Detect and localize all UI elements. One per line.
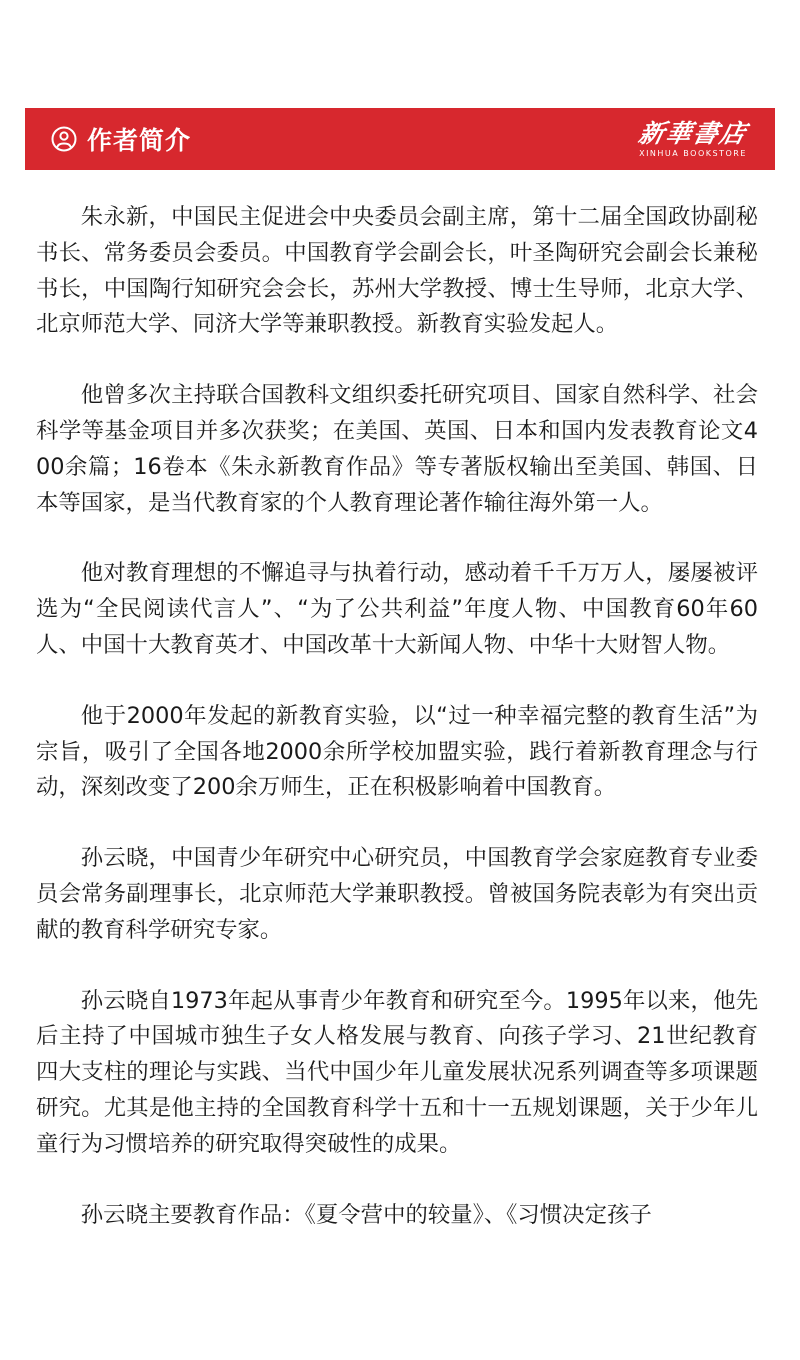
- section-header: [25, 108, 775, 170]
- section-title: 作者简介: [87, 126, 192, 155]
- logo-subtitle: XINHUA BOOKSTORE: [639, 148, 747, 158]
- person-circle-icon: [51, 126, 77, 152]
- bio-paragraph: 他曾多次主持联合国教科文组织委托研究项目、国家自然科学、社会科学等基金项目并多次获奖；在美国、英国、日本和国内发表教育论文400余篇；16卷本《朱永新教育作品》等专著版权输出至美国、韩国、日本等国家，是当代教育家的个人教育理论著作输往海外第一人。: [36, 382, 758, 516]
- bio-paragraph: 他于2000年发起的新教育实验，以“过一种幸福完整的教育生活”为宗旨，吸引了全国各地2000余所学校加盟实验，践行着新教育理念与行动，深刻改变了200余万师生，正在积极影响着中国教育。: [36, 702, 758, 801]
- logo-script: 新華書店: [636, 118, 751, 148]
- bio-paragraph: 朱永新，中国民主促进会中央委员会副主席，第十二届全国政协副秘书长、常务委员会委员。中国教育学会副会长，叶圣陶研究会副会长兼秘书长，中国陶行知研究会会长，苏州大学教授、博士生导师，北京大学、北京师范大学、同济大学等兼职教授。新教育实验发起人。: [36, 204, 758, 338]
- bio-paragraph: 孙云晓自1973年起从事青少年教育和研究至今。1995年以来，他先后主持了中国城市独生子女人格发展与教育、向孩子学习、21世纪教育四大支柱的理论与实践、当代中国少年儿童发展状况系列调查等多项课题研究。尤其是他主持的全国教育科学十五和十一五规划课题，关于少年儿童行为习惯培养的研究取得突破性的成果。: [36, 987, 758, 1157]
- bio-paragraph: 孙云晓主要教育作品：《夏令营中的较量》、《习惯决定孩子: [80, 1201, 652, 1228]
- author-bio: [36, 200, 758, 1268]
- bio-paragraph: 孙云晓，中国青少年研究中心研究员，中国教育学会家庭教育专业委员会常务副理事长，北京师范大学兼职教授。曾被国务院表彰为有突出贡献的教育科学研究专家。: [36, 845, 758, 943]
- xinhua-bookstore-logo: [636, 118, 751, 159]
- bio-paragraph: 他对教育理想的不懈追寻与执着行动，感动着千千万万人，屡屡被评选为“全民阅读代言人”、“为了公共利益”年度人物、中国教育60年60人、中国十大教育英才、中国改革十大新闻人物、中华十大财智人物。: [36, 560, 758, 658]
